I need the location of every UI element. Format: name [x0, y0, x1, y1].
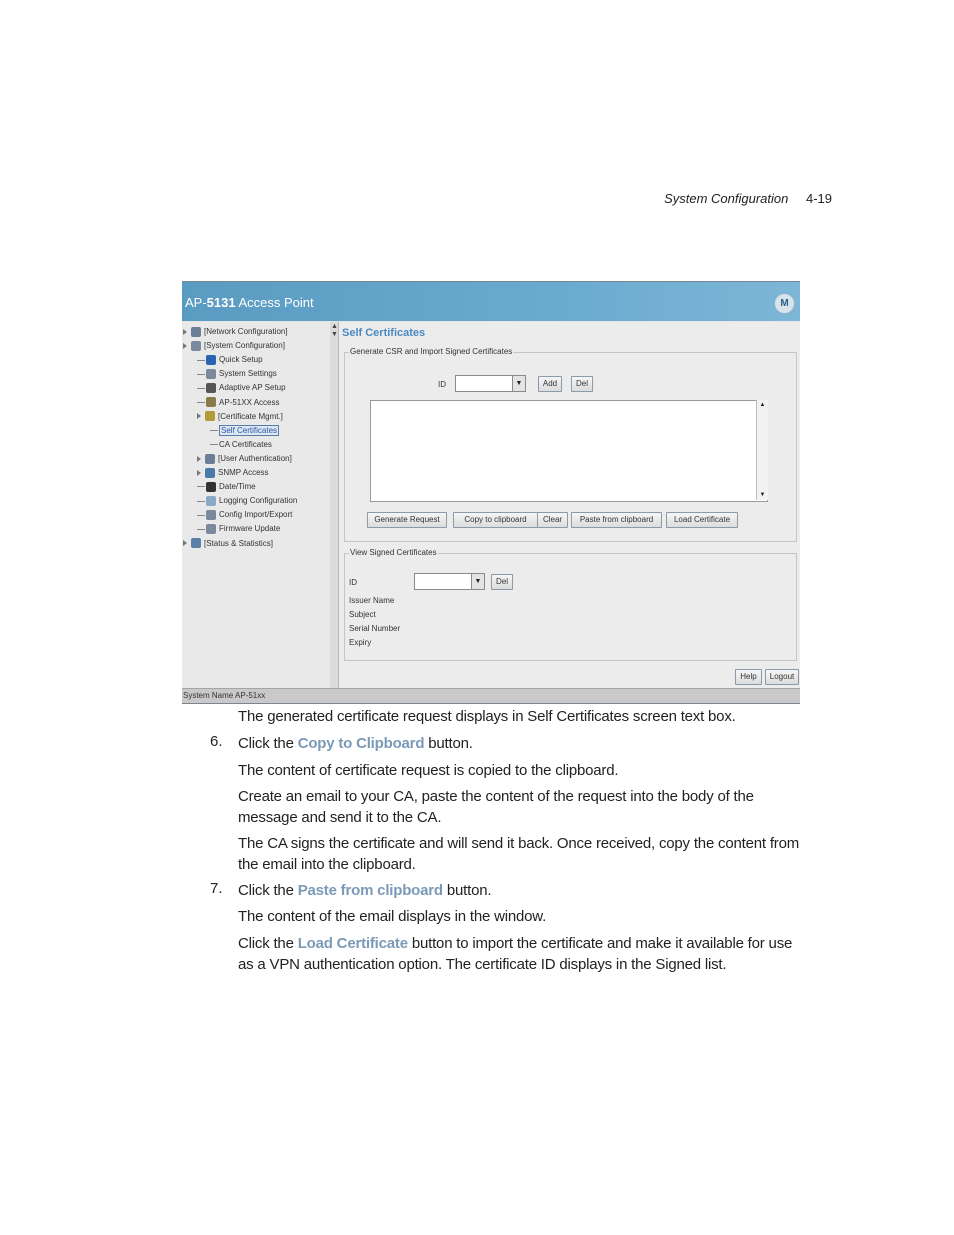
logout-button[interactable]: Logout [765, 669, 799, 685]
tree-item-label: AP-51XX Access [219, 397, 280, 407]
view-id-label: ID [349, 578, 357, 587]
tree-item[interactable] [197, 523, 280, 535]
view-signed-group [344, 548, 797, 661]
paragraph-copied: The content of certificate request is copied to the clipboard. [238, 762, 619, 779]
status-bar [182, 688, 800, 704]
tree-connector [210, 444, 218, 445]
system-settings-icon [206, 369, 216, 379]
system-config-icon [191, 341, 201, 351]
clock-icon [206, 482, 216, 492]
motorola-logo-icon: M [774, 293, 795, 314]
help-button[interactable]: Help [735, 669, 762, 685]
tree-item[interactable] [197, 411, 283, 423]
main-panel [339, 322, 800, 688]
step-6-text: Click the Copy to Clipboard button. [238, 735, 473, 752]
tree-item[interactable] [183, 340, 285, 352]
tree-connector [197, 402, 205, 403]
tree-connector [197, 486, 205, 487]
status-icon [191, 538, 201, 548]
tree-item-label: Self Certificates [221, 425, 278, 435]
navigation-tree [182, 322, 331, 688]
tree-item-label: [Status & Statistics] [204, 538, 273, 548]
load-certificate-keyword: Load Certificate [297, 935, 408, 952]
splitter-handle[interactable]: ▲ ▼ [330, 322, 339, 688]
tree-item[interactable] [197, 397, 279, 409]
paste-from-clipboard-keyword: Paste from clipboard [297, 882, 443, 899]
tree-item-label: Quick Setup [219, 355, 263, 365]
copy-to-clipboard-button[interactable]: Copy to clipboard [453, 512, 538, 528]
step-6-number: 6. [210, 733, 223, 750]
tree-item-label: System Settings [219, 369, 277, 379]
step-7-text: Click the Paste from clipboard button. [238, 882, 492, 899]
quick-setup-icon [206, 355, 216, 365]
tree-item-label: [Network Configuration] [204, 327, 288, 336]
tree-connector [197, 388, 205, 389]
adaptive-ap-icon [206, 383, 216, 393]
title-bar [182, 282, 800, 321]
section-title: System Configuration [664, 191, 789, 206]
paragraph-create-email: Create an email to your CA, paste the content of the request into the body of the message and send it to the CA. [238, 788, 754, 826]
network-icon [191, 327, 201, 337]
add-button[interactable]: Add [538, 376, 562, 392]
tree-item-label: [Certificate Mgmt.] [218, 411, 283, 421]
tree-item[interactable] [210, 425, 279, 437]
paragraph-load-certificate: Click the Load Certificate button to import the certificate and make it available for use as a VPN authentication option. The certificate ID displays in the Signed list. [238, 935, 793, 973]
user-auth-icon [205, 454, 215, 464]
generate-csr-legend: Generate CSR and Import Signed Certificates [350, 347, 513, 356]
tree-item[interactable] [197, 382, 286, 394]
scroll-down-icon[interactable]: ▼ [759, 492, 766, 498]
generate-del-button[interactable]: Del [571, 376, 593, 392]
app-screenshot [182, 281, 800, 704]
expand-arrow-icon[interactable] [183, 343, 187, 349]
tree-item-label: [User Authentication] [218, 453, 292, 463]
generate-request-button[interactable]: Generate Request [367, 512, 447, 528]
expand-arrow-icon[interactable] [197, 456, 201, 462]
paragraph-ca-signs: The CA signs the certificate and will send it back. Once received, copy the content from the email into the clipboard. [238, 835, 800, 873]
generate-id-label: ID [438, 380, 446, 389]
config-import-icon [206, 510, 216, 520]
clear-button[interactable]: Clear [537, 512, 568, 528]
certificate-request-textbox[interactable] [370, 400, 768, 502]
tree-connector [197, 529, 205, 530]
copy-to-clipboard-keyword: Copy to Clipboard [297, 735, 425, 752]
snmp-icon [205, 468, 215, 478]
tree-item-label: SNMP Access [218, 468, 269, 477]
chevron-down-icon: ▼ [471, 574, 484, 589]
tree-item-label: Config Import/Export [219, 510, 293, 520]
tree-item-label: CA Certificates [219, 439, 272, 449]
tree-item[interactable] [197, 495, 297, 507]
tree-connector [197, 515, 205, 516]
tree-item[interactable] [197, 354, 263, 366]
tree-connector [197, 360, 205, 361]
tree-connector [210, 430, 218, 431]
tree-item[interactable] [197, 467, 269, 479]
expand-arrow-icon[interactable] [197, 413, 201, 419]
paragraph-generated-request: The generated certificate request displays in Self Certificates screen text box. [238, 708, 736, 725]
tree-item-label: Logging Configuration [219, 496, 298, 506]
ap-access-icon [206, 397, 216, 407]
step-7-number: 7. [210, 880, 223, 897]
logging-icon [206, 496, 216, 506]
tree-item[interactable] [197, 481, 256, 493]
tree-item[interactable] [210, 439, 272, 451]
load-certificate-button[interactable]: Load Certificate [666, 512, 738, 528]
scroll-up-icon[interactable]: ▲ [759, 402, 766, 408]
view-field-label: Serial Number [349, 624, 401, 633]
paste-from-clipboard-button[interactable]: Paste from clipboard [571, 512, 662, 528]
tree-item-label: Adaptive AP Setup [219, 383, 286, 393]
tree-item[interactable] [197, 509, 292, 521]
view-signed-legend: View Signed Certificates [350, 548, 437, 557]
page-number: 4-19 [805, 191, 832, 206]
generate-id-select[interactable] [455, 375, 526, 392]
panel-title: Self Certificates [342, 327, 426, 339]
view-field-label: Subject [349, 610, 376, 619]
page-header [664, 191, 832, 206]
chevron-down-icon: ▼ [512, 376, 525, 391]
tree-item[interactable] [183, 326, 288, 338]
expand-arrow-icon[interactable] [197, 470, 201, 476]
view-id-select[interactable] [414, 573, 485, 590]
tree-item-label: Firmware Update [219, 524, 281, 534]
view-del-button[interactable]: Del [491, 574, 513, 590]
textbox-scrollbar[interactable] [756, 400, 768, 500]
view-field-label: Issuer Name [349, 596, 395, 605]
paragraph-email-content: The content of the email displays in the window. [238, 908, 547, 925]
tree-connector [197, 501, 205, 502]
system-name-status: System Name AP-51xx [183, 691, 266, 700]
certificate-icon [205, 411, 215, 421]
tree-item[interactable] [183, 538, 273, 550]
tree-item[interactable] [197, 453, 292, 465]
expand-arrow-icon[interactable] [183, 329, 187, 335]
firmware-icon [206, 524, 216, 534]
tree-item[interactable] [197, 368, 277, 380]
app-title: AP-5131 Access Point [185, 295, 314, 310]
generate-csr-group [344, 347, 797, 542]
tree-connector [197, 374, 205, 375]
view-field-label: Expiry [349, 638, 372, 647]
expand-arrow-icon[interactable] [183, 540, 187, 546]
tree-item-label: Date/Time [219, 482, 256, 492]
tree-item-label: [System Configuration] [204, 341, 285, 351]
